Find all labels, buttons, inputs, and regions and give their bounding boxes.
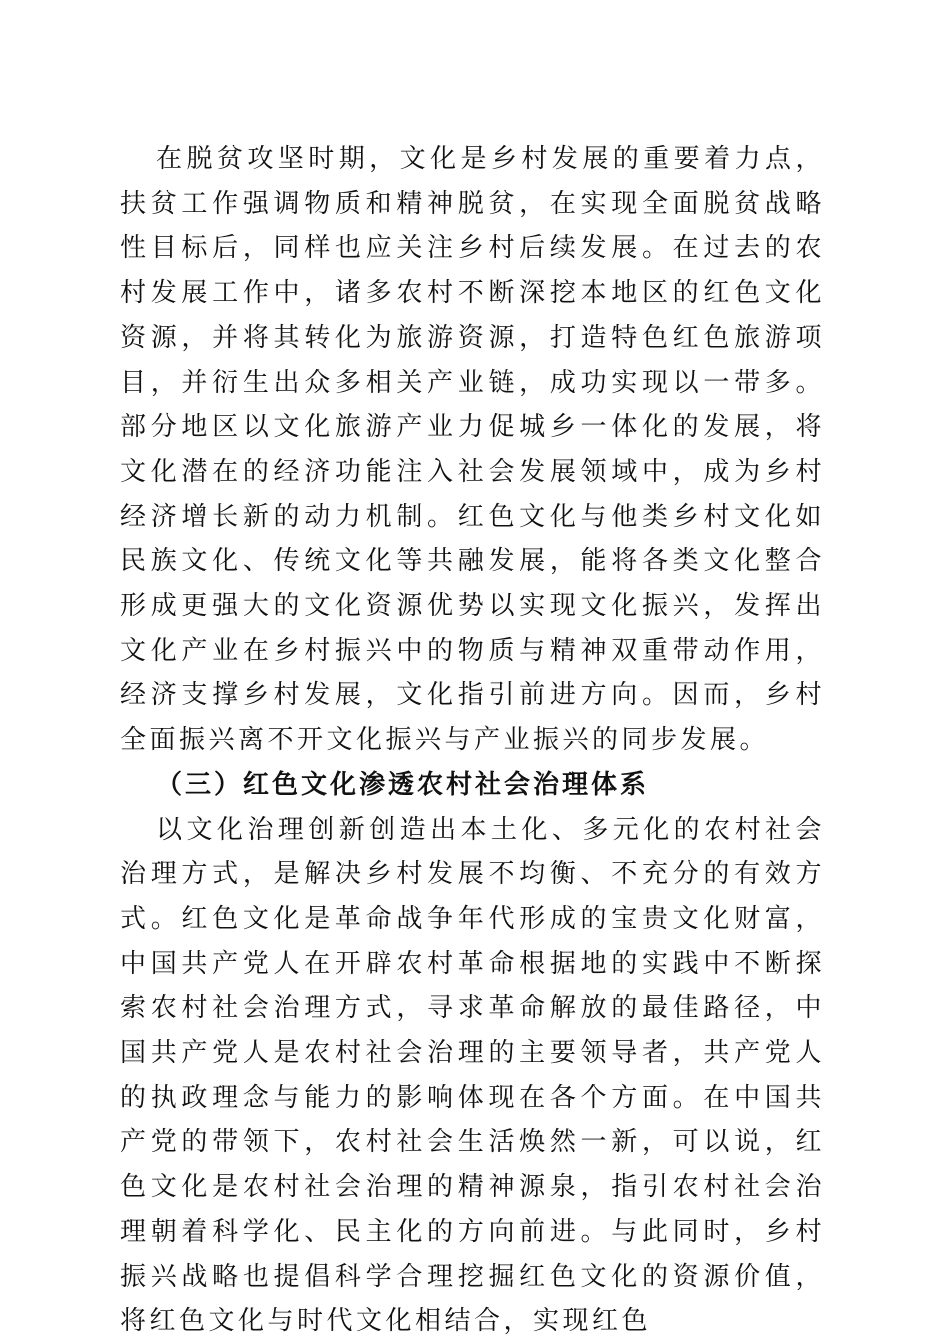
paragraph-social-governance: 以文化治理创新创造出本土化、多元化的农村社会治理方式，是解决乡村发展不均衡、不充分的有效方式。红色文化是革命战争年代形成的宝贵文化财富，中国共产党人在开辟农村革命根据地的实践中不断探索农村社会治理方式，寻求革命解放的最佳路径，中国共产党人是农村社会治理的主要领导者，共产党人的执政理念与能力的影响体现在各个方面。在中国共产党的带领下，农村社会生活焕然一新，可以说，红色文化是农村社会治理的精神源泉，指引农村社会治理朝着科学化、民主化的方向前进。与此同时，乡村振兴战略也提倡科学合理挖掘红色文化的资源价值，将红色文化与时代文化相结合，实现红色 — [120, 814, 825, 1337]
body-text — [120, 137, 825, 1344]
paragraph-rural-development: 在脱贫攻坚时期，文化是乡村发展的重要着力点，扶贫工作强调物质和精神脱贫，在实现全面脱贫战略性目标后，同样也应关注乡村后续发展。在过去的农村发展工作中，诸多农村不断深挖本地区的红色文化资源，并将其转化为旅游资源，打造特色红色旅游项目，并衍生出众多相关产业链，成功实现以一带多。部分地区以文化旅游产业力促城乡一体化的发展，将文化潜在的经济功能注入社会发展领域中，成为乡村经济增长新的动力机制。红色文化与他类乡村文化如民族文化、传统文化等共融发展，能将各类文化整合形成更强大的文化资源优势以实现文化振兴，发挥出文化产业在乡村振兴中的物质与精神双重带动作用，经济支撑乡村发展，文化指引前进方向。因而，乡村全面振兴离不开文化振兴与产业振兴的同步发展。 — [120, 144, 825, 756]
section-heading: （三）红色文化渗透农村社会治理体系 — [156, 769, 650, 800]
